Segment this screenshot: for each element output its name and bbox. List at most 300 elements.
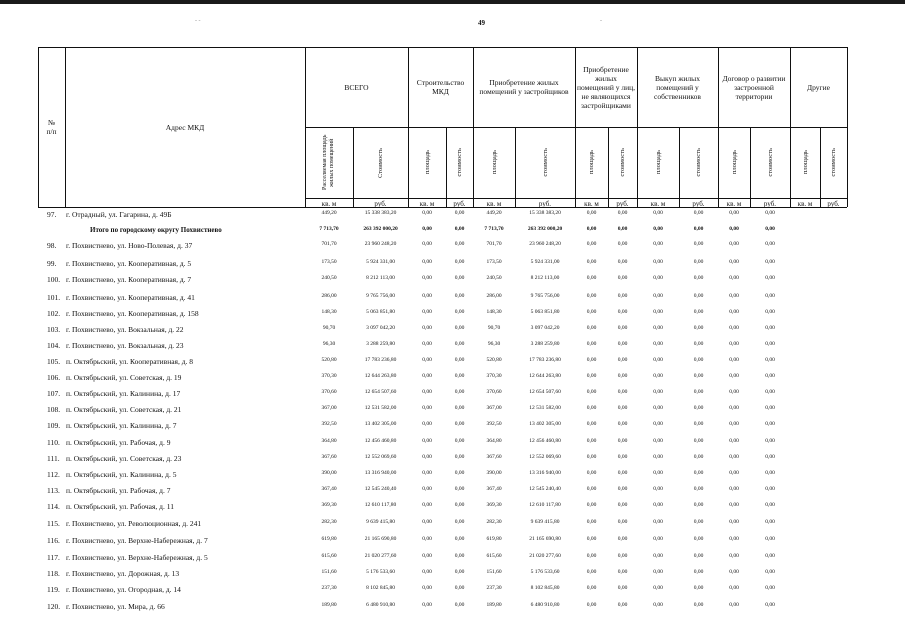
row-value: 0,00: [653, 210, 663, 216]
row-address: г. Похвистнево, ул. Верхне-Набережная, д. 5: [66, 553, 208, 562]
row-value: 151,60: [486, 569, 502, 575]
row-value: 0,00: [586, 421, 597, 427]
row-value: 0,00: [586, 470, 597, 476]
unit-label: руб.: [374, 200, 387, 208]
row-value: 0,00: [422, 373, 432, 379]
row-value: 0,00: [454, 486, 465, 492]
row-value: 0,00: [422, 502, 432, 508]
row-value: 12 610 117,80: [529, 502, 561, 508]
row-value: 0,00: [422, 309, 432, 315]
row-number: 120.: [47, 602, 61, 611]
row-value: 0,00: [653, 357, 663, 363]
row-number: 111.: [47, 454, 60, 463]
row-value: 0,00: [454, 309, 465, 315]
row-value: 17 783 236,80: [529, 357, 561, 363]
row-value: 0,00: [422, 293, 432, 299]
row-value: 0,00: [617, 519, 628, 525]
row-value: 367,40: [321, 486, 337, 492]
unit-label: кв. м: [419, 200, 435, 208]
row-address: п. Октябрьский, ул. Советская, д. 21: [66, 405, 182, 414]
row-value: 0,00: [653, 421, 663, 427]
row-value: 7 713,70: [319, 226, 339, 232]
unit-label: руб.: [538, 200, 552, 208]
row-value: 367,40: [486, 486, 502, 492]
row-value: 0,00: [729, 210, 739, 216]
sub-header: стоимость: [766, 148, 774, 177]
row-value: 263 392 000,20: [527, 226, 563, 232]
row-value: 0,00: [693, 602, 704, 608]
row-value: 5 924 331,00: [366, 259, 395, 265]
row-value: 0,00: [765, 341, 775, 347]
top-border: [0, 0, 905, 4]
row-value: 0,00: [422, 438, 432, 444]
row-value: 449,20: [321, 210, 337, 216]
row-value: 0,00: [765, 259, 775, 265]
row-value: 13 316 940,00: [529, 470, 561, 476]
sub-header: стоимость: [695, 148, 702, 177]
row-value: 0,00: [693, 421, 704, 427]
row-value: 286,00: [486, 293, 502, 299]
row-address: п. Октябрьский, ул. Калинина, д. 17: [66, 389, 181, 398]
row-value: 0,00: [653, 454, 663, 460]
row-value: 0,00: [454, 454, 465, 460]
row-value: 240,50: [321, 275, 337, 281]
row-value: 0,00: [653, 519, 663, 525]
row-value: 619,80: [486, 536, 502, 542]
scan-mark: - -: [195, 18, 201, 24]
row-value: 0,00: [422, 421, 432, 427]
sub-header: стоимость: [619, 148, 626, 177]
row-value: 0,00: [693, 569, 704, 575]
row-value: 0,00: [693, 519, 704, 525]
row-value: 15 338 383,20: [364, 210, 397, 216]
row-value: 12 552 069,60: [364, 454, 397, 460]
row-value: 0,00: [729, 341, 739, 347]
unit-label: руб.: [453, 200, 466, 208]
row-value: 0,00: [653, 226, 663, 232]
row-value: 23 960 248,20: [529, 241, 561, 247]
row-value: 0,00: [729, 536, 739, 542]
row-value: 12 654 507,60: [529, 389, 561, 395]
group-header: ВСЕГО: [344, 82, 369, 92]
row-value: 0,00: [693, 585, 704, 591]
row-value: 367,00: [486, 405, 502, 411]
row-address: г. Похвистнево, ул. Кооперативная, д. 158: [66, 309, 199, 318]
row-value: 0,00: [586, 357, 597, 363]
row-value: 237,30: [321, 585, 337, 591]
row-value: 5 063 851,80: [366, 309, 395, 315]
row-value: 369,30: [321, 502, 337, 508]
row-value: 0,00: [765, 226, 775, 232]
row-value: 0,00: [765, 470, 775, 476]
row-value: 0,00: [422, 341, 432, 347]
row-value: 0,00: [586, 602, 597, 608]
row-number: 100.: [47, 275, 61, 284]
row-value: 0,00: [653, 405, 663, 411]
row-value: 0,00: [729, 325, 739, 331]
row-value: 520,80: [321, 357, 337, 363]
row-value: 0,00: [693, 553, 704, 559]
row-value: 21 020 277,60: [364, 553, 397, 559]
row-value: 392,50: [486, 421, 502, 427]
row-value: 0,00: [422, 553, 432, 559]
row-value: 96,30: [322, 341, 336, 347]
row-value: 8 102 845,80: [530, 585, 560, 591]
unit-label: кв. м: [321, 200, 337, 208]
row-value: 0,00: [586, 502, 597, 508]
row-value: 0,00: [765, 519, 775, 525]
row-value: 6 480 910,80: [530, 602, 560, 608]
row-value: 0,00: [586, 241, 597, 247]
row-number: 116.: [47, 536, 60, 545]
row-value: 0,00: [693, 454, 704, 460]
grid-line: [847, 47, 848, 207]
row-value: 0,00: [586, 569, 597, 575]
row-number: 101.: [47, 293, 61, 302]
row-value: 0,00: [586, 341, 597, 347]
row-value: 615,60: [486, 553, 502, 559]
row-value: 0,00: [586, 405, 597, 411]
row-value: 0,00: [729, 553, 739, 559]
row-value: 0,00: [454, 470, 465, 476]
row-value: 0,00: [729, 569, 739, 575]
row-number: 119.: [47, 585, 60, 594]
row-value: 0,00: [693, 210, 704, 216]
row-value: 0,00: [693, 309, 704, 315]
grid-line: [305, 127, 847, 128]
row-value: 0,00: [653, 486, 663, 492]
row-value: 0,00: [586, 309, 597, 315]
row-value: 7 713,70: [484, 226, 504, 232]
row-value: 0,00: [653, 470, 663, 476]
unit-label: кв. м: [797, 200, 813, 208]
row-value: 0,00: [617, 405, 628, 411]
row-value: 8 102 845,80: [366, 585, 395, 591]
sub-header: Расселяемая площадь жилых помещений: [322, 134, 335, 191]
row-value: 0,00: [422, 259, 432, 265]
row-number: 115.: [47, 519, 60, 528]
row-value: 0,00: [693, 275, 704, 281]
row-address: п. Октябрьский, ул. Советская, д. 23: [66, 454, 182, 463]
row-value: 0,00: [729, 275, 739, 281]
row-value: 0,00: [586, 454, 597, 460]
row-value: 0,00: [586, 275, 597, 281]
row-value: 13 402 305,00: [529, 421, 561, 427]
row-value: 0,00: [422, 275, 432, 281]
row-value: 12 531 582,00: [364, 405, 397, 411]
row-value: 173,50: [321, 259, 337, 265]
unit-label: кв. м: [486, 200, 502, 208]
unit-label: руб.: [692, 200, 705, 208]
col-address-header: Адрес МКД: [165, 122, 205, 132]
row-value: 282,30: [486, 519, 502, 525]
unit-label: кв. м: [650, 200, 666, 208]
row-address: г. Похвистнево, ул. Мира, д. 66: [66, 602, 165, 611]
row-value: 0,00: [617, 241, 628, 247]
row-value: 0,00: [729, 259, 739, 265]
row-value: 5 063 851,80: [530, 309, 560, 315]
row-value: 13 402 305,00: [364, 421, 397, 427]
row-value: 0,00: [765, 454, 775, 460]
row-value: 0,00: [454, 259, 465, 265]
row-value: 0,00: [586, 486, 597, 492]
row-value: 0,00: [454, 293, 465, 299]
row-address: г. Похвистнево, ул. Огородная, д. 14: [66, 585, 181, 594]
row-number: 110.: [47, 438, 60, 447]
row-value: 0,00: [586, 325, 597, 331]
row-value: 0,00: [693, 293, 704, 299]
row-value: 0,00: [422, 519, 432, 525]
row-value: 8 212 113,00: [530, 275, 560, 281]
unit-label: кв. м: [726, 200, 742, 208]
row-value: 0,00: [617, 275, 628, 281]
row-value: 0,00: [617, 585, 628, 591]
row-address: г. Похвистнево, ул. Кооперативная, д. 5: [66, 259, 192, 268]
row-value: 364,80: [486, 438, 502, 444]
row-value: 0,00: [586, 293, 597, 299]
row-value: 0,00: [729, 226, 739, 232]
row-value: 12 654 507,60: [364, 389, 397, 395]
row-address: г. Похвистнево, ул. Верхне-Набережная, д. 7: [66, 536, 208, 545]
row-value: 189,80: [486, 602, 502, 608]
row-value: 17 783 236,80: [364, 357, 397, 363]
sub-header: стоимость: [830, 148, 837, 177]
row-value: 0,00: [765, 210, 775, 216]
row-value: 370,30: [321, 373, 337, 379]
row-value: 0,00: [729, 373, 739, 379]
row-value: 0,00: [729, 454, 739, 460]
row-number: 114.: [47, 502, 60, 511]
row-value: 0,00: [653, 373, 663, 379]
row-value: 0,00: [586, 438, 597, 444]
row-number: 109.: [47, 421, 61, 430]
row-value: 21 165 690,80: [529, 536, 561, 542]
row-address: г. Похвистнево, ул. Вокзальная, д. 23: [66, 341, 184, 350]
row-value: 9 765 756,00: [366, 293, 395, 299]
row-value: 0,00: [765, 405, 775, 411]
row-address: п. Октябрьский, ул. Рабочая, д. 7: [66, 486, 171, 495]
row-value: 0,00: [454, 536, 465, 542]
row-value: 0,00: [653, 502, 663, 508]
row-value: 0,00: [653, 241, 663, 247]
row-value: 0,00: [729, 486, 739, 492]
row-value: 0,00: [765, 553, 775, 559]
row-value: 12 610 117,80: [364, 502, 397, 508]
row-value: 0,00: [765, 569, 775, 575]
row-value: 0,00: [454, 569, 465, 575]
row-address: п. Октябрьский, ул. Калинина, д. 7: [66, 421, 177, 430]
row-value: 0,00: [454, 357, 465, 363]
row-value: 0,00: [617, 454, 628, 460]
row-address: п. Октябрьский, ул. Рабочая, д. 9: [66, 438, 171, 447]
row-address: Итого по городскому округу Похвистнево: [90, 226, 222, 234]
row-value: 0,00: [422, 210, 432, 216]
col-num-header: № п/п: [46, 118, 57, 136]
row-value: 0,00: [765, 421, 775, 427]
row-value: 0,00: [729, 389, 739, 395]
row-value: 15 338 383,20: [529, 210, 561, 216]
row-value: 151,60: [321, 569, 337, 575]
row-value: 0,00: [617, 502, 628, 508]
row-value: 12 644 263,80: [529, 373, 561, 379]
row-value: 0,00: [454, 373, 465, 379]
sub-header: площадь: [801, 150, 809, 175]
row-value: 0,00: [454, 389, 465, 395]
row-value: 0,00: [617, 309, 628, 315]
sub-header: площадь: [730, 150, 738, 175]
row-value: 0,00: [693, 373, 704, 379]
row-value: 12 545 240,40: [529, 486, 561, 492]
row-value: 3 097 042,20: [530, 325, 560, 331]
row-value: 263 392 000,20: [363, 226, 398, 232]
row-address: п. Октябрьский, ул. Калинина, д. 5: [66, 470, 177, 479]
sub-header: стоимость: [541, 148, 549, 177]
row-value: 390,00: [321, 470, 337, 476]
row-value: 0,00: [422, 585, 432, 591]
row-value: 0,00: [653, 569, 663, 575]
group-header: Договор о развитии застроенной территории: [722, 73, 786, 101]
row-value: 0,00: [617, 226, 628, 232]
row-value: 0,00: [617, 602, 628, 608]
row-value: 23 960 248,20: [364, 241, 397, 247]
row-value: 96,30: [487, 341, 501, 347]
row-value: 0,00: [422, 325, 432, 331]
row-value: 367,00: [321, 405, 337, 411]
row-value: 0,00: [765, 293, 775, 299]
row-value: 0,00: [729, 293, 739, 299]
grid-line: [305, 198, 847, 199]
row-value: 0,00: [422, 226, 432, 232]
row-value: 0,00: [693, 259, 704, 265]
row-value: 0,00: [653, 585, 663, 591]
row-value: 0,00: [422, 602, 432, 608]
row-value: 0,00: [693, 536, 704, 542]
row-value: 0,00: [729, 309, 739, 315]
row-value: 701,70: [486, 241, 502, 247]
row-value: 3 288 259,80: [366, 341, 395, 347]
row-value: 0,00: [693, 486, 704, 492]
row-value: 0,00: [653, 309, 663, 315]
row-address: п. Октябрьский, ул. Советская, д. 19: [66, 373, 182, 382]
row-value: 0,00: [454, 325, 465, 331]
row-value: 0,00: [617, 357, 628, 363]
row-value: 0,00: [653, 275, 663, 281]
row-value: 0,00: [693, 502, 704, 508]
row-value: 0,00: [693, 241, 704, 247]
row-value: 392,50: [321, 421, 337, 427]
row-value: 0,00: [454, 602, 465, 608]
row-value: 21 165 690,80: [364, 536, 397, 542]
row-value: 0,00: [617, 470, 628, 476]
row-value: 0,00: [693, 226, 704, 232]
row-address: г. Похвистнево, ул. Ново-Полевая, д. 37: [66, 241, 193, 250]
row-value: 0,00: [765, 536, 775, 542]
row-value: 173,50: [486, 259, 502, 265]
row-value: 0,00: [729, 585, 739, 591]
row-value: 5 176 533,60: [366, 569, 395, 575]
row-number: 99.: [47, 259, 57, 268]
row-value: 0,00: [586, 389, 597, 395]
row-value: 390,00: [486, 470, 502, 476]
row-value: 9 765 756,00: [530, 293, 560, 299]
row-value: 9 639 415,80: [366, 519, 395, 525]
row-value: 0,00: [454, 438, 465, 444]
row-value: 3 097 042,20: [366, 325, 395, 331]
row-value: 13 316 940,00: [364, 470, 397, 476]
row-value: 0,00: [617, 210, 628, 216]
row-value: 0,00: [586, 373, 597, 379]
row-value: 0,00: [653, 536, 663, 542]
row-value: 0,00: [454, 275, 465, 281]
row-number: 97.: [47, 210, 57, 219]
row-value: 0,00: [729, 519, 739, 525]
row-address: г. Похвистнево, ул. Кооперативная, д. 41: [66, 293, 195, 302]
row-number: 98.: [47, 241, 57, 250]
row-value: 0,00: [586, 519, 597, 525]
group-header: Строительство МКД: [416, 78, 465, 96]
row-number: 107.: [47, 389, 61, 398]
row-value: 0,00: [693, 325, 704, 331]
row-value: 0,00: [729, 502, 739, 508]
row-value: 0,00: [422, 405, 432, 411]
row-value: 619,80: [321, 536, 337, 542]
row-value: 148,30: [486, 309, 502, 315]
row-value: 0,00: [729, 602, 739, 608]
group-header: Другие: [807, 82, 830, 92]
row-value: 189,80: [321, 602, 337, 608]
row-value: 0,00: [586, 553, 597, 559]
row-value: 364,80: [321, 438, 337, 444]
group-header: Приобретение жилых помещений у застройщиков: [479, 78, 569, 96]
row-value: 0,00: [454, 519, 465, 525]
row-value: 0,00: [454, 553, 465, 559]
row-value: 0,00: [765, 389, 775, 395]
row-value: 240,50: [486, 275, 502, 281]
row-value: 0,00: [693, 357, 704, 363]
row-value: 0,00: [617, 536, 628, 542]
row-value: 0,00: [653, 553, 663, 559]
row-value: 0,00: [693, 438, 704, 444]
row-value: 0,00: [617, 438, 628, 444]
row-number: 105.: [47, 357, 61, 366]
row-value: 0,00: [422, 241, 432, 247]
row-address: г. Похвистнево, ул. Вокзальная, д. 22: [66, 325, 184, 334]
row-value: 12 456 460,80: [529, 438, 561, 444]
row-number: 117.: [47, 553, 60, 562]
unit-label: руб.: [827, 200, 840, 208]
row-value: 0,00: [765, 438, 775, 444]
row-value: 0,00: [617, 421, 628, 427]
row-value: 6 480 910,80: [366, 602, 395, 608]
row-value: 0,00: [454, 210, 465, 216]
row-value: 369,30: [486, 502, 502, 508]
row-value: 0,00: [765, 309, 775, 315]
row-value: 0,00: [586, 226, 597, 232]
unit-label: руб.: [763, 200, 777, 208]
row-value: 0,00: [617, 325, 628, 331]
row-value: 615,60: [321, 553, 337, 559]
row-value: 5 176 533,60: [530, 569, 560, 575]
row-value: 0,00: [454, 421, 465, 427]
row-number: 106.: [47, 373, 61, 382]
row-value: 0,00: [617, 293, 628, 299]
row-value: 0,00: [454, 502, 465, 508]
row-value: 0,00: [693, 341, 704, 347]
row-value: 0,00: [693, 470, 704, 476]
row-value: 21 020 277,60: [529, 553, 561, 559]
row-value: 0,00: [422, 470, 432, 476]
row-value: 0,00: [422, 454, 432, 460]
